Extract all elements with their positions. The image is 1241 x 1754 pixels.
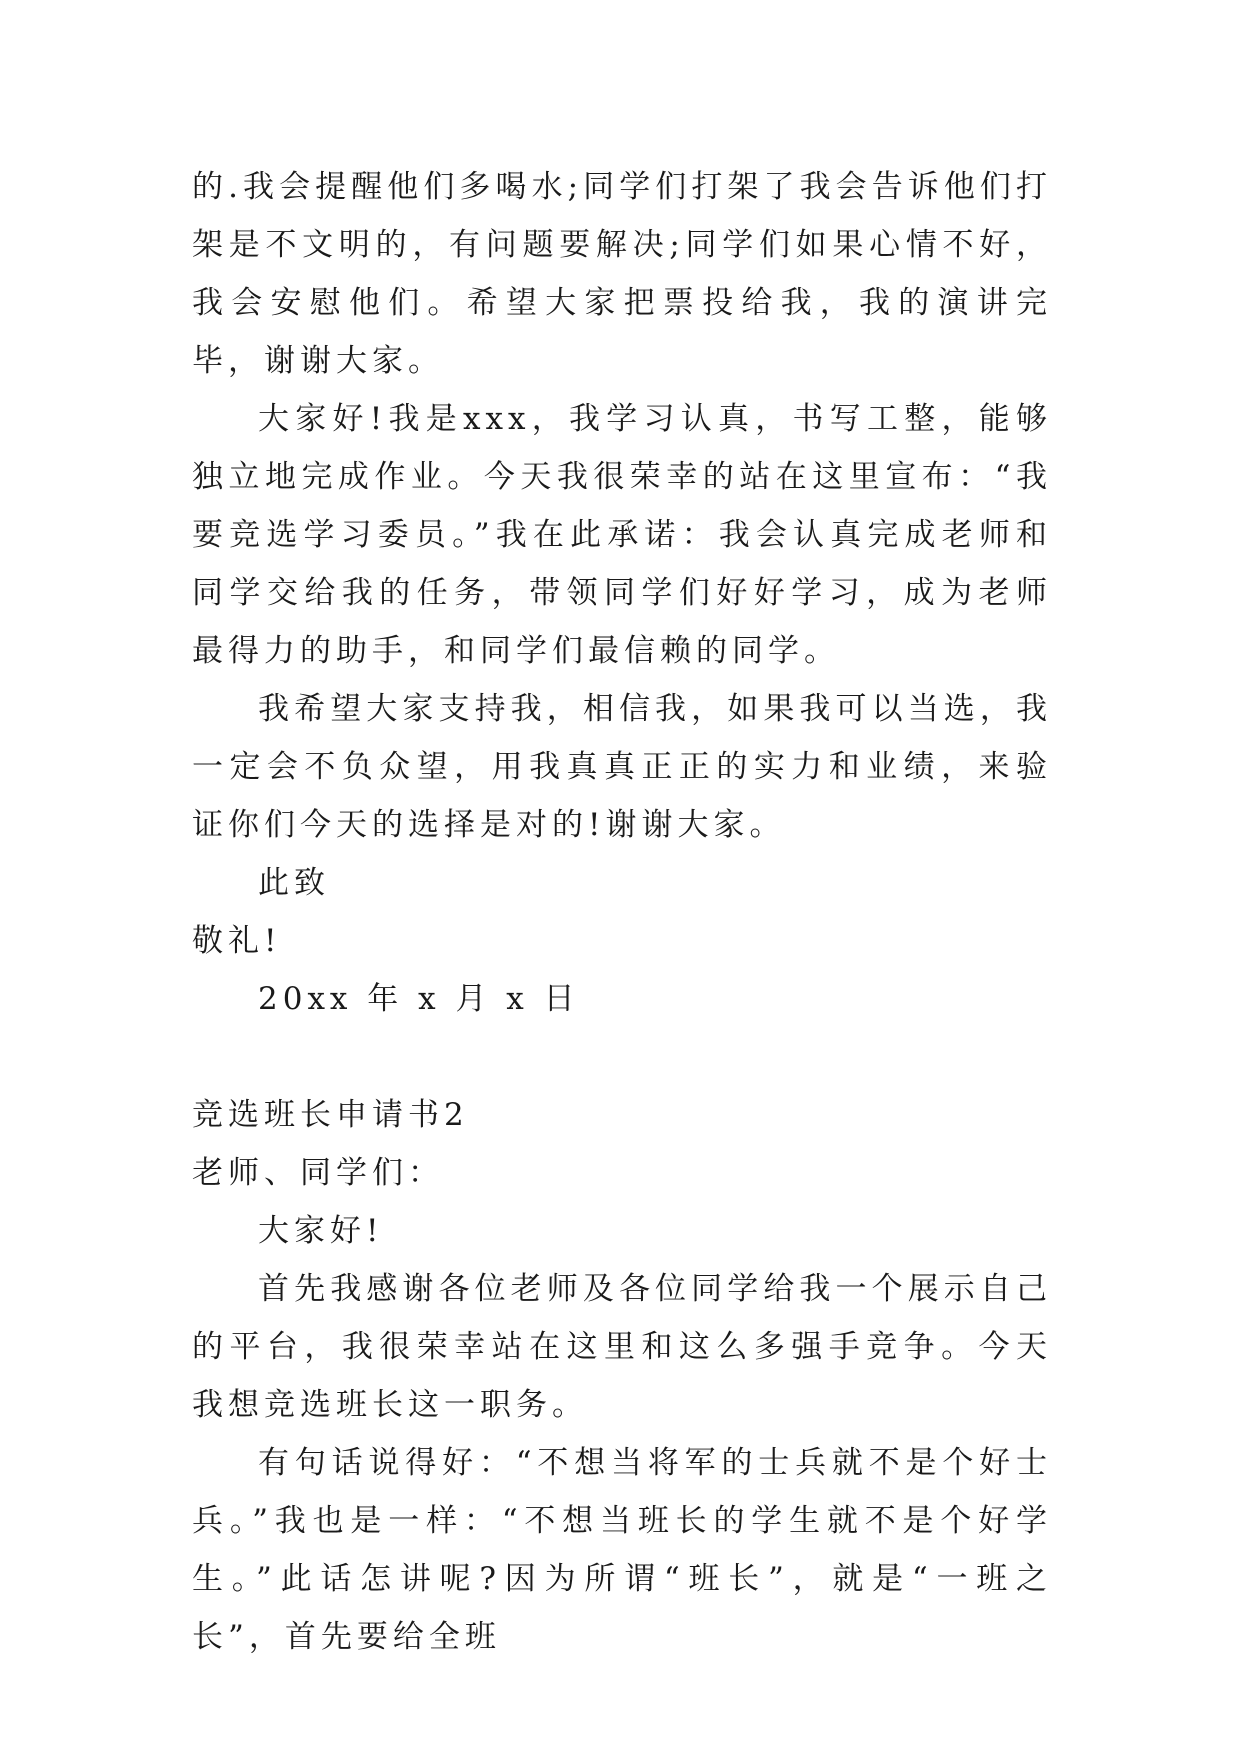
paragraph-intro: 首先我感谢各位老师及各位同学给我一个展示自己的平台，我很荣幸站在这里和这么多强手竞争。今天我想竞选班长这一职务。 [192,1271,1052,1423]
closing-regards: 敬礼! [192,923,282,959]
paragraph-saying: 有句话说得好：“不想当将军的士兵就不是个好士兵。”我也是一样：“不想当班长的学生就不是个好学生。”此话怎讲呢?因为所谓“班长”，就是“一班之长”，首先要给全班 [192,1445,1052,1655]
section-title: 竞选班长申请书2 [192,1097,469,1133]
paragraph-2: 大家好!我是xxx，我学习认真，书写工整，能够独立地完成作业。今天我很荣幸的站在这里宣布：“我要竞选学习委员。”我在此承诺：我会认真完成老师和同学交给我的任务，带领同学们好好学习，成为老师最得力的助手，和同学们最信赖的同学。 [192,401,1052,669]
paragraph-1: 的.我会提醒他们多喝水;同学们打架了我会告诉他们打架是不文明的，有问题要解决;同学们如果心情不好，我会安慰他们。希望大家把票投给我，我的演讲完毕，谢谢大家。 [192,169,1052,379]
date-line: 20xx 年 x 月 x 日 [258,981,580,1017]
greeting-hello: 大家好! [258,1213,384,1249]
document-body [192,158,1052,1666]
section-spacer [192,1028,1052,1086]
closing-salutation: 此致 [258,865,330,901]
paragraph-3: 我希望大家支持我，相信我，如果我可以当选，我一定会不负众望，用我真真正正的实力和业绩，来验证你们今天的选择是对的!谢谢大家。 [192,691,1052,843]
greeting-addressee: 老师、同学们： [192,1155,444,1191]
